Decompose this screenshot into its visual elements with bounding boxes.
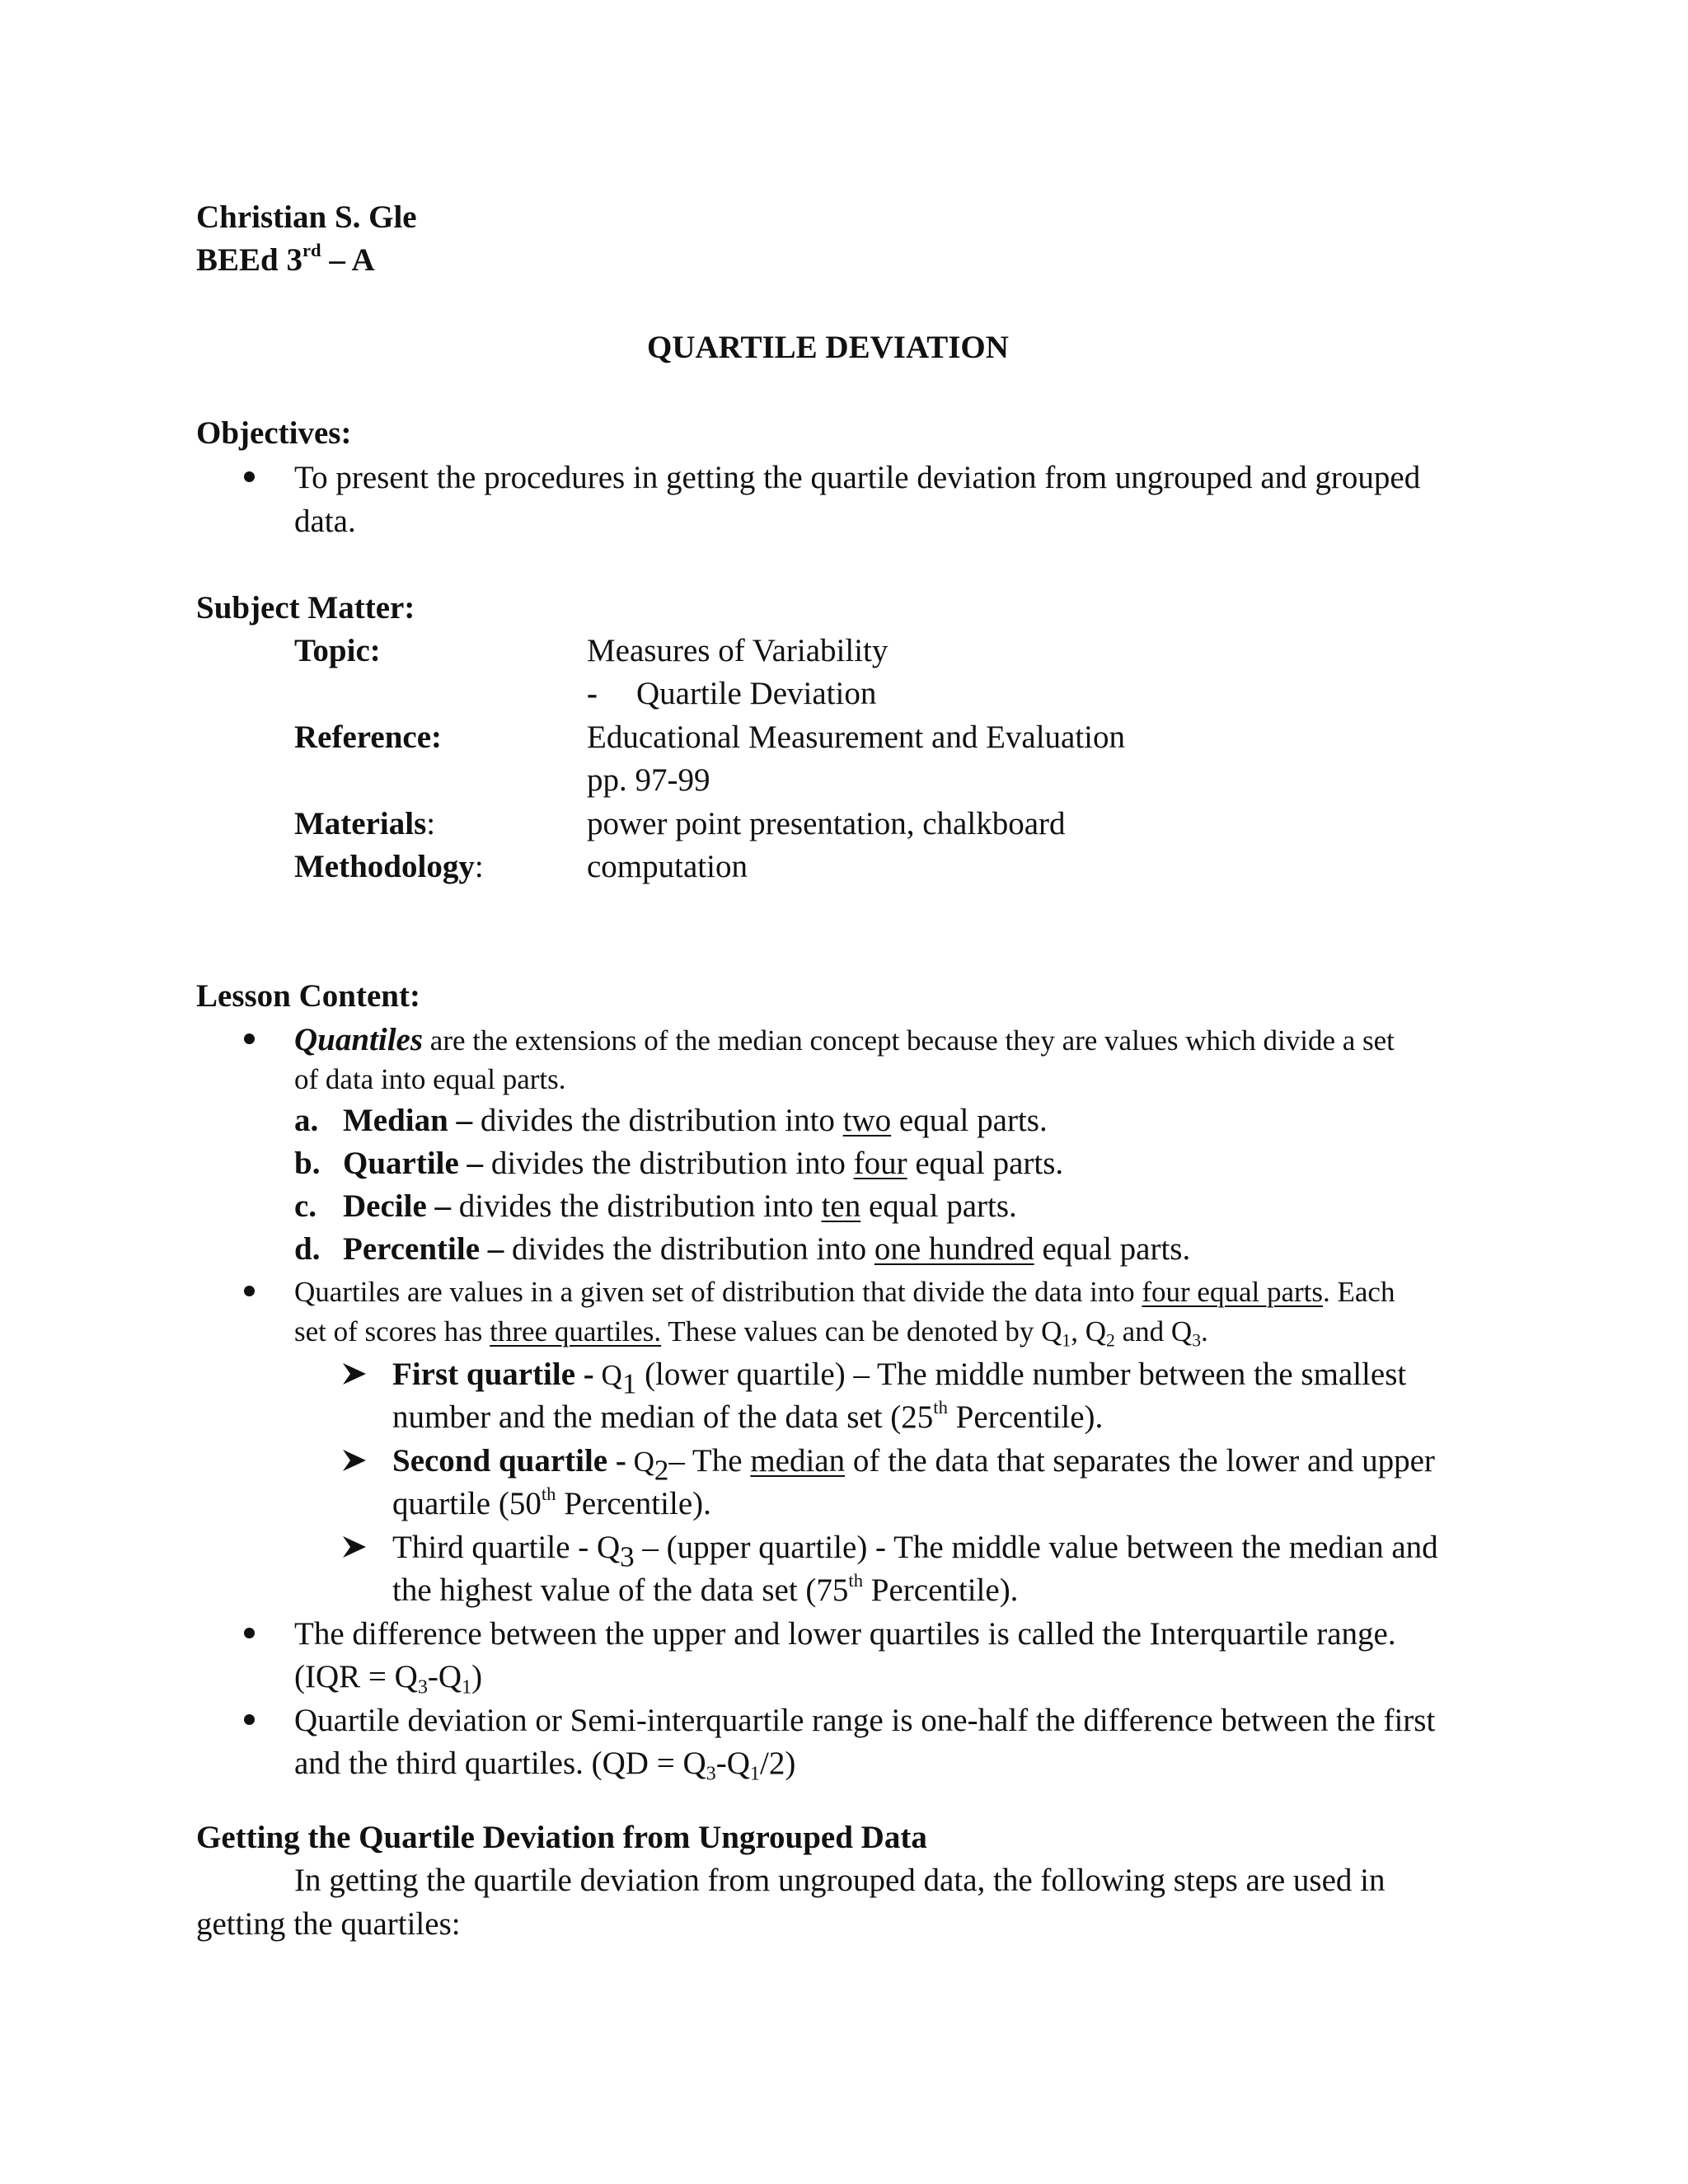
reference-value: Educational Measurement and Evaluation	[587, 719, 1126, 755]
objective-text-line2: data.	[294, 504, 356, 539]
list-item-decile: Decile – divides the distribution into ten equal parts.	[343, 1188, 1017, 1224]
iqr-line1: The difference between the upper and lower quartiles is called the Interquartile range.	[294, 1616, 1396, 1652]
list-item-percentile: Percentile – divides the distribution into one hundred equal parts.	[343, 1231, 1191, 1267]
list-letter-d: d.	[294, 1231, 321, 1267]
first-quartile-line2: number and the median of the data set (25th Percentile).	[392, 1397, 1104, 1435]
quantiles-line1: Quantiles are the extensions of the median concept because they are values which divide a set	[294, 1022, 1395, 1057]
methodology-label: Methodology:	[294, 849, 484, 884]
ungrouped-para-line2: getting the quartiles:	[196, 1906, 461, 1942]
course-section: BEEd 3rd – A	[196, 240, 375, 278]
third-quartile-line2: the highest value of the data set (75th Percentile).	[392, 1570, 1019, 1608]
materials-label: Materials:	[294, 806, 436, 841]
quartiles-line2: set of scores has three quartiles. These values can be denoted by $Q_1$, $Q_2$ and $Q_3$.	[294, 1315, 1208, 1351]
topic-label: Topic:	[294, 633, 381, 668]
quartiles-line1: Quartiles are values in a given set of distribution that divide the data into four equal parts. Each	[294, 1276, 1395, 1308]
bullet	[244, 1714, 255, 1725]
qd-line1: Quartile deviation or Semi-interquartile range is one-half the difference between the first	[294, 1703, 1436, 1738]
reference-pages: pp. 97-99	[587, 762, 710, 798]
second-quartile-line2: quartile (50th Percentile).	[392, 1483, 711, 1521]
list-letter-b: b.	[294, 1146, 321, 1181]
bullet	[244, 471, 255, 482]
topic-value: Measures of Variability	[587, 633, 889, 668]
arrow-bullet-icon	[343, 1363, 366, 1385]
ungrouped-para-line1: In getting the quartile deviation from ungrouped data, the following steps are used in	[294, 1863, 1386, 1898]
page-title: QUARTILE DEVIATION	[647, 330, 1009, 365]
topic-sub-dash: -	[587, 676, 598, 711]
ungrouped-heading: Getting the Quartile Deviation from Ungrouped Data	[196, 1820, 927, 1855]
methodology-value: computation	[587, 849, 748, 884]
first-quartile-line1: First quartile - $Q_1$ (lower quartile) – The middle number between the smallest	[392, 1357, 1407, 1400]
bullet	[244, 1628, 255, 1638]
list-letter-a: a.	[294, 1103, 319, 1138]
lesson-content-heading: Lesson Content:	[196, 978, 420, 1014]
subject-matter-heading: Subject Matter:	[196, 590, 415, 626]
quantiles-line2: of data into equal parts.	[294, 1063, 566, 1095]
bullet	[244, 1286, 255, 1296]
arrow-bullet-icon	[343, 1450, 366, 1471]
author-name: Christian S. Gle	[196, 199, 417, 235]
third-quartile-line1: Third quartile - $Q_3$ – (upper quartile) - The middle value between the median and	[392, 1530, 1438, 1573]
topic-sub-value: Quartile Deviation	[636, 676, 877, 711]
second-quartile-line1: Second quartile - $Q_2-$ The median of the data that separates the lower and upper	[392, 1443, 1435, 1487]
objectives-heading: Objectives:	[196, 415, 352, 451]
bullet	[244, 1033, 255, 1044]
iqr-formula: $(IQR = Q_3-Q_1)$	[294, 1659, 483, 1699]
list-item-median: Median – divides the distribution into two equal parts.	[343, 1103, 1048, 1138]
materials-value: power point presentation, chalkboard	[587, 806, 1066, 841]
list-letter-c: c.	[294, 1188, 317, 1224]
reference-label: Reference:	[294, 719, 442, 755]
objective-text-line1: To present the procedures in getting the quartile deviation from ungrouped and grouped	[294, 460, 1421, 495]
list-item-quartile: Quartile – divides the distribution into four equal parts.	[343, 1146, 1064, 1181]
qd-formula: and the third quartiles. $(QD = Q_3-Q_1/2)$	[294, 1746, 796, 1785]
arrow-bullet-icon	[343, 1536, 366, 1558]
